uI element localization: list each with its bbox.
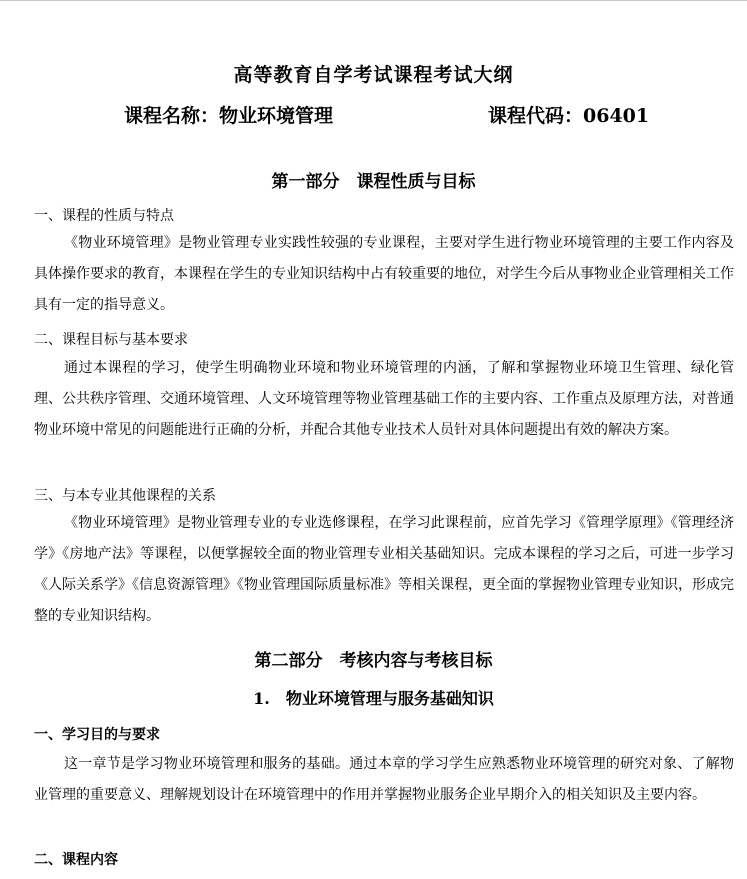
part1-title: 第一部分 课程性质与目标 — [271, 172, 476, 192]
part2-section1-heading: 一、学习目的与要求 — [34, 727, 160, 743]
course-name: 课程名称：物业环境管理 — [124, 105, 334, 127]
part1-section1-heading: 一、课程的性质与特点 — [34, 208, 174, 224]
course-code: 课程代码：06401 — [488, 105, 650, 127]
part1-section3-heading: 三、与本专业其他课程的关系 — [34, 488, 216, 504]
course-info-row — [118, 101, 678, 131]
part1-section2-heading: 二、课程目标与基本要求 — [34, 332, 188, 348]
part1-section3-text: 《物业环境管理》是物业管理专业的专业选修课程，在学习此课程前，应首先学习《管理学原理》《管理经济学》《房地产法》等课程，以便掌握较全面的物业管理专业相关基础知识。完成本课程的学习之后，可进一步学习《人际关系学》《信息资源管理》《物业管理国际质量标准》等相关课程，更全面的掌握物业管理专业知识，形成完整的专业知识结构。 — [34, 515, 734, 624]
chapter-1-title: 1. 物业环境管理与服务基础知识 — [253, 689, 494, 708]
part2-title: 第二部分 考核内容与考核目标 — [254, 651, 493, 671]
part2-section1-text: 这一章节是学习物业环境管理和服务的基础。通过本章的学习学生应熟悉物业环境管理的研究对象、了解物业管理的重要意义、理解规划设计在环境管理中的作用并掌握物业服务企业早期介入的相关知识及主要内容。 — [34, 756, 734, 803]
top-border — [0, 0, 747, 1]
part1-section1-text: 《物业环境管理》是物业管理专业实践性较强的专业课程，主要对学生进行物业环境管理的主要工作内容及具体操作要求的教育，本课程在学生的专业知识结构中占有较重要的地位，对学生今后从事物业企业管理相关工作具有一定的指导意义。 — [34, 235, 734, 313]
part1-section2-text: 通过本课程的学习，使学生明确物业环境和物业环境管理的内涵，了解和掌握物业环境卫生管理、绿化管理、公共秩序管理、交通环境管理、人文环境管理等物业管理基础工作的主要内容、工作重点及原理方法，对普通物业环境中常见的问题能进行正确的分析，并配合其他专业技术人员针对具体问题提出有效的解决方案。 — [34, 360, 734, 438]
document-title: 高等教育自学考试课程考试大纲 — [233, 64, 514, 86]
part2-section2-heading: 二、课程内容 — [34, 852, 118, 868]
